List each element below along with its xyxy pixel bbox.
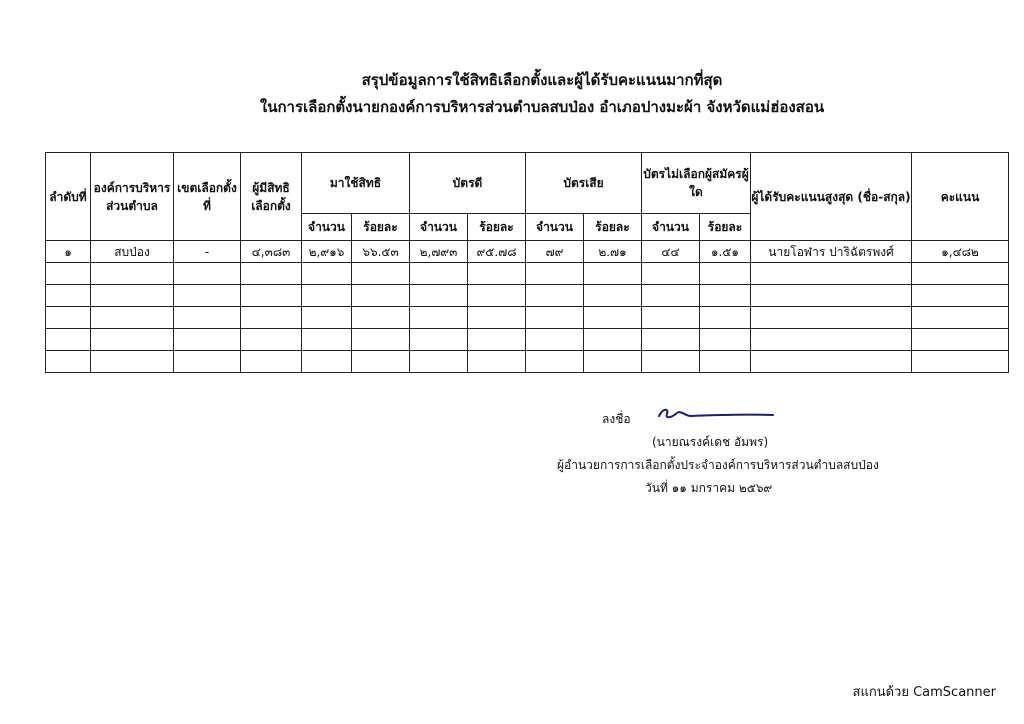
document-title: สรุปข้อมูลการใช้สิทธิเลือกตั้งและผู้ได้รับคะแนนมากที่สุด xyxy=(361,71,723,89)
cell-org: สบป่อง xyxy=(91,241,174,263)
scanner-watermark: สแกนด้วย CamScanner xyxy=(852,685,996,700)
header-score: คะแนน xyxy=(912,153,1009,241)
cell-district: - xyxy=(174,241,241,263)
subheader-percent: ร้อยละ xyxy=(584,214,642,241)
header-district: เขตเลือกตั้งที่ xyxy=(174,153,241,241)
empty-row xyxy=(46,307,1009,329)
cell-bad-pct: ๒.๗๑ xyxy=(584,241,642,263)
empty-row xyxy=(46,329,1009,351)
header-novote-ballots: บัตรไม่เลือกผู้สมัครผู้ใด xyxy=(642,153,751,214)
subheader-count: จำนวน xyxy=(526,214,584,241)
subheader-count: จำนวน xyxy=(410,214,468,241)
table-row xyxy=(46,241,1009,263)
subheader-percent: ร้อยละ xyxy=(352,214,410,241)
cell-winner: นายโอฬาร ปาริฉัตรพงศ์ xyxy=(751,241,912,263)
header-turnout: มาใช้สิทธิ xyxy=(302,153,410,214)
handwritten-signature xyxy=(655,404,775,426)
cell-good-count: ๒,๗๙๓ xyxy=(410,241,468,263)
subheader-percent: ร้อยละ xyxy=(468,214,526,241)
cell-score: ๑,๔๘๒ xyxy=(912,241,1009,263)
header-good-ballots: บัตรดี xyxy=(410,153,526,214)
subheader-percent: ร้อยละ xyxy=(700,214,751,241)
empty-row xyxy=(46,351,1009,373)
header-org: องค์การบริหารส่วนตำบล xyxy=(91,153,174,241)
results-table xyxy=(45,152,1009,373)
empty-row xyxy=(46,285,1009,307)
signature-date: วันที่ ๑๑ มกราคม ๒๕๖๙ xyxy=(645,481,773,495)
cell-turnout-count: ๒,๙๑๖ xyxy=(302,241,352,263)
cell-novote-pct: ๑.๕๑ xyxy=(700,241,751,263)
header-bad-ballots: บัตรเสีย xyxy=(526,153,642,214)
cell-bad-count: ๗๙ xyxy=(526,241,584,263)
cell-good-pct: ๙๕.๗๘ xyxy=(468,241,526,263)
cell-turnout-pct: ๖๖.๕๓ xyxy=(352,241,410,263)
signatory-position: ผู้อำนวยการการเลือกตั้งประจำองค์การบริหารส่วนตำบลสบป่อง xyxy=(557,458,879,472)
subheader-count: จำนวน xyxy=(302,214,352,241)
cell-novote-count: ๔๔ xyxy=(642,241,700,263)
empty-row xyxy=(46,263,1009,285)
signature-label: ลงชื่อ xyxy=(602,412,631,426)
document-subtitle: ในการเลือกตั้งนายกองค์การบริหารส่วนตำบลสบป่อง อำเภอปางมะผ้า จังหวัดแม่ฮ่องสอน xyxy=(259,98,825,116)
subheader-count: จำนวน xyxy=(642,214,700,241)
cell-no: ๑ xyxy=(46,241,91,263)
cell-eligible: ๔,๓๘๓ xyxy=(241,241,302,263)
header-winner: ผู้ได้รับคะแนนสูงสุด (ชื่อ-สกุล) xyxy=(751,153,912,241)
header-eligible: ผู้มีสิทธิเลือกตั้ง xyxy=(241,153,302,241)
signatory-name: (นายณรงค์เดช อัมพร) xyxy=(652,435,769,449)
header-no: ลำดับที่ xyxy=(46,153,91,241)
